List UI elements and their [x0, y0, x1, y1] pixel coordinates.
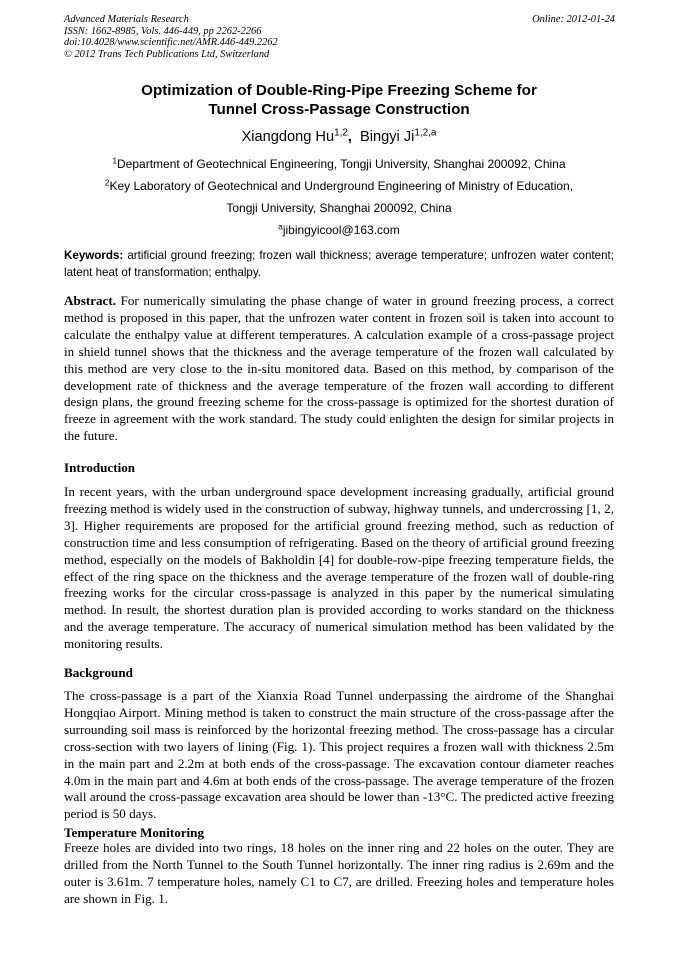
corresponding-email	[64, 223, 614, 237]
temperature-monitoring-text: Freeze holes are divided into two rings, 18 holes on the inner ring and 22 holes on the outer. They are drilled from the North Tunnel to the South Tunnel horizontally. The inner ring radius is 2.69m and the outer is 3.61m. 7 temperature holes, namely C1 to C7, are drilled. Freezing holes and temperature holes are shown in Fig. 1.	[64, 840, 614, 906]
issn-line: ISSN: 1662-8985, Vols. 446-449, pp 2262-2266	[64, 25, 262, 37]
background-text: The cross-passage is a part of the Xianxia Road Tunnel underpassing the airdrome of the Shanghai Hongqiao Airport. Mining method is taken to construct the main structure of the cross-passage after the surrounding soil mass is reinforced by the horizontal freezing method. The cross-passage has a circular cross-section with two layers of lining (Fig. 1). This project requires a frozen wall with thickness 2.5m in the main part and 2.2m at both ends of the cross-passage. The excavation contour diameter reaches 4.0m in the main part and 4.6m at both ends of the cross-passage. The average temperature of the frozen wall around the cross-passage excavation area should be lower than -13°C. The predicted active freezing period is 50 days.	[64, 688, 614, 822]
copyright-line: © 2012 Trans Tech Publications Ltd, Switzerland	[64, 48, 270, 60]
title-line-2: Tunnel Cross-Passage Construction	[208, 101, 470, 118]
author-separator: ,	[347, 129, 352, 145]
author-2-name: Bingyi Ji	[360, 129, 415, 145]
email-sup: a	[278, 222, 283, 232]
affiliation-1-text: Department of Geotechnical Engineering, Tongji University, Shanghai 200092, China	[117, 157, 566, 171]
online-date: Online: 2012-01-24	[532, 14, 615, 25]
author-2-affil-sup: 1,2,a	[414, 127, 437, 139]
title-line-1: Optimization of Double-Ring-Pipe Freezing Scheme for	[141, 82, 537, 99]
doi-line: doi:10.4028/www.scientific.net/AMR.446-449.2262	[64, 37, 278, 48]
abstract-text: For numerically simulating the phase change of water in ground freezing process, a correct method is proposed in this paper, that the unfrozen water content in frozen soil is taken into account to calculate the enthalpy value at different temperatures. A calculation example of a cross-passage project in shield tunnel shows that the thickness and the average temperature of the frozen wall calculated by this method are very close to the in-situ monitored data. Based on this method, by comparison of the development rate of thickness and the average temperature of the frozen wall according to different design plans, the ground freezing scheme for the cross-passage is optimized for the shortest duration of freeze in agreement with the work standard. The study could enlighten the design for similar projects in the future.	[64, 293, 614, 444]
abstract-block	[64, 293, 614, 445]
abstract-label: Abstract.	[64, 293, 116, 308]
keywords-block	[64, 248, 614, 281]
keywords-text: artificial ground freezing; frozen wall thickness; average temperature; unfrozen water content; latent heat of transformation; enthalpy.	[64, 249, 614, 279]
affiliation-2-line-2: Tongji University, Shanghai 200092, China	[226, 201, 452, 215]
author-1-affil-sup: 1,2	[334, 127, 348, 139]
affiliation-1-sup: 1	[112, 156, 118, 166]
temperature-monitoring-heading: Temperature Monitoring	[64, 825, 205, 840]
affiliation-2-sup: 2	[104, 178, 110, 188]
introduction-heading: Introduction	[64, 460, 136, 475]
journal-header	[64, 14, 278, 60]
keywords-label: Keywords:	[64, 249, 124, 262]
paper-title	[64, 81, 614, 119]
affiliation-2-text-line-1: Key Laboratory of Geotechnical and Underground Engineering of Ministry of Education,	[109, 179, 574, 193]
author-line	[64, 129, 614, 145]
affiliation-2	[64, 179, 614, 193]
journal-name: Advanced Materials Research	[64, 14, 189, 25]
introduction-text: In recent years, with the urban underground space development increasing gradually, artificial ground freezing method is widely used in the construction of subway, highway tunnels, and undercrossing [1, 2, 3]. Higher requirements are proposed for the artificial ground freezing method, such as reduction of construction time and less consumption of refrigerating. Based on the theory of artificial ground freezing method, especially on the models of Bakholdin [4] for double-row-pipe freezing temperature fields, the effect of the ring space on the thickness and the average temperature of the frozen wall of double-ring freezing works for the circular cross-passage is analyzed in this paper by the numerical simulating method. In result, the shortest duration plan is provided according to works standard on the thickness and the average temperature. The accuracy of numerical simulation method has been validated by the monitoring results.	[64, 484, 614, 652]
author-1-name: Xiangdong Hu	[241, 129, 335, 145]
background-heading: Background	[64, 665, 133, 680]
email-address: jibingyicool@163.com	[282, 223, 400, 237]
affiliation-1	[64, 157, 614, 171]
